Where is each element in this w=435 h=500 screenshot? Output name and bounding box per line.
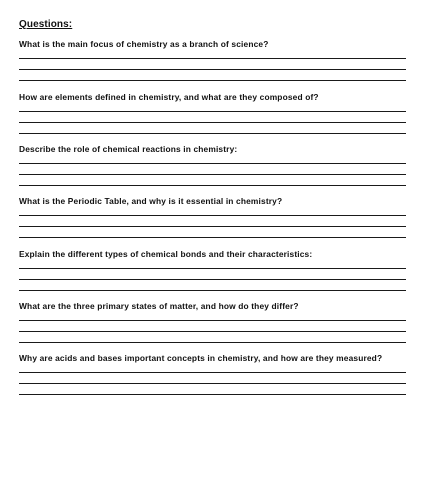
question-text-5: Explain the different types of chemical bonds and their characteristics: [19, 249, 313, 259]
question-text-1: What is the main focus of chemistry as a branch of science? [19, 39, 269, 49]
question-block-1 [19, 39, 406, 49]
question-text-2: How are elements defined in chemistry, and what are they composed of? [19, 92, 319, 102]
answer-line[interactable] [19, 237, 406, 238]
answer-line[interactable] [19, 279, 406, 280]
question-block-2 [19, 92, 406, 102]
answer-line[interactable] [19, 320, 406, 321]
question-block-5 [19, 249, 406, 259]
answer-line[interactable] [19, 383, 406, 384]
question-block-4 [19, 196, 406, 206]
answer-line[interactable] [19, 174, 406, 175]
question-text-3: Describe the role of chemical reactions in chemistry: [19, 144, 238, 154]
answer-line[interactable] [19, 80, 406, 81]
question-text-6: What are the three primary states of matter, and how do they differ? [19, 301, 299, 311]
question-text-7: Why are acids and bases important concepts in chemistry, and how are they measured? [19, 353, 383, 363]
questions-heading: Questions: [19, 19, 73, 30]
question-text-4: What is the Periodic Table, and why is it essential in chemistry? [19, 196, 283, 206]
answer-line[interactable] [19, 111, 406, 112]
answer-line[interactable] [19, 372, 406, 373]
answer-line[interactable] [19, 185, 406, 186]
question-block-6 [19, 301, 406, 311]
answer-line[interactable] [19, 163, 406, 164]
answer-line[interactable] [19, 394, 406, 395]
answer-line[interactable] [19, 215, 406, 216]
answer-line[interactable] [19, 58, 406, 59]
answer-line[interactable] [19, 342, 406, 343]
question-block-3 [19, 144, 406, 154]
answer-line[interactable] [19, 331, 406, 332]
answer-line[interactable] [19, 133, 406, 134]
answer-line[interactable] [19, 122, 406, 123]
answer-line[interactable] [19, 290, 406, 291]
answer-line[interactable] [19, 268, 406, 269]
answer-line[interactable] [19, 226, 406, 227]
answer-line[interactable] [19, 69, 406, 70]
question-block-7 [19, 353, 406, 363]
